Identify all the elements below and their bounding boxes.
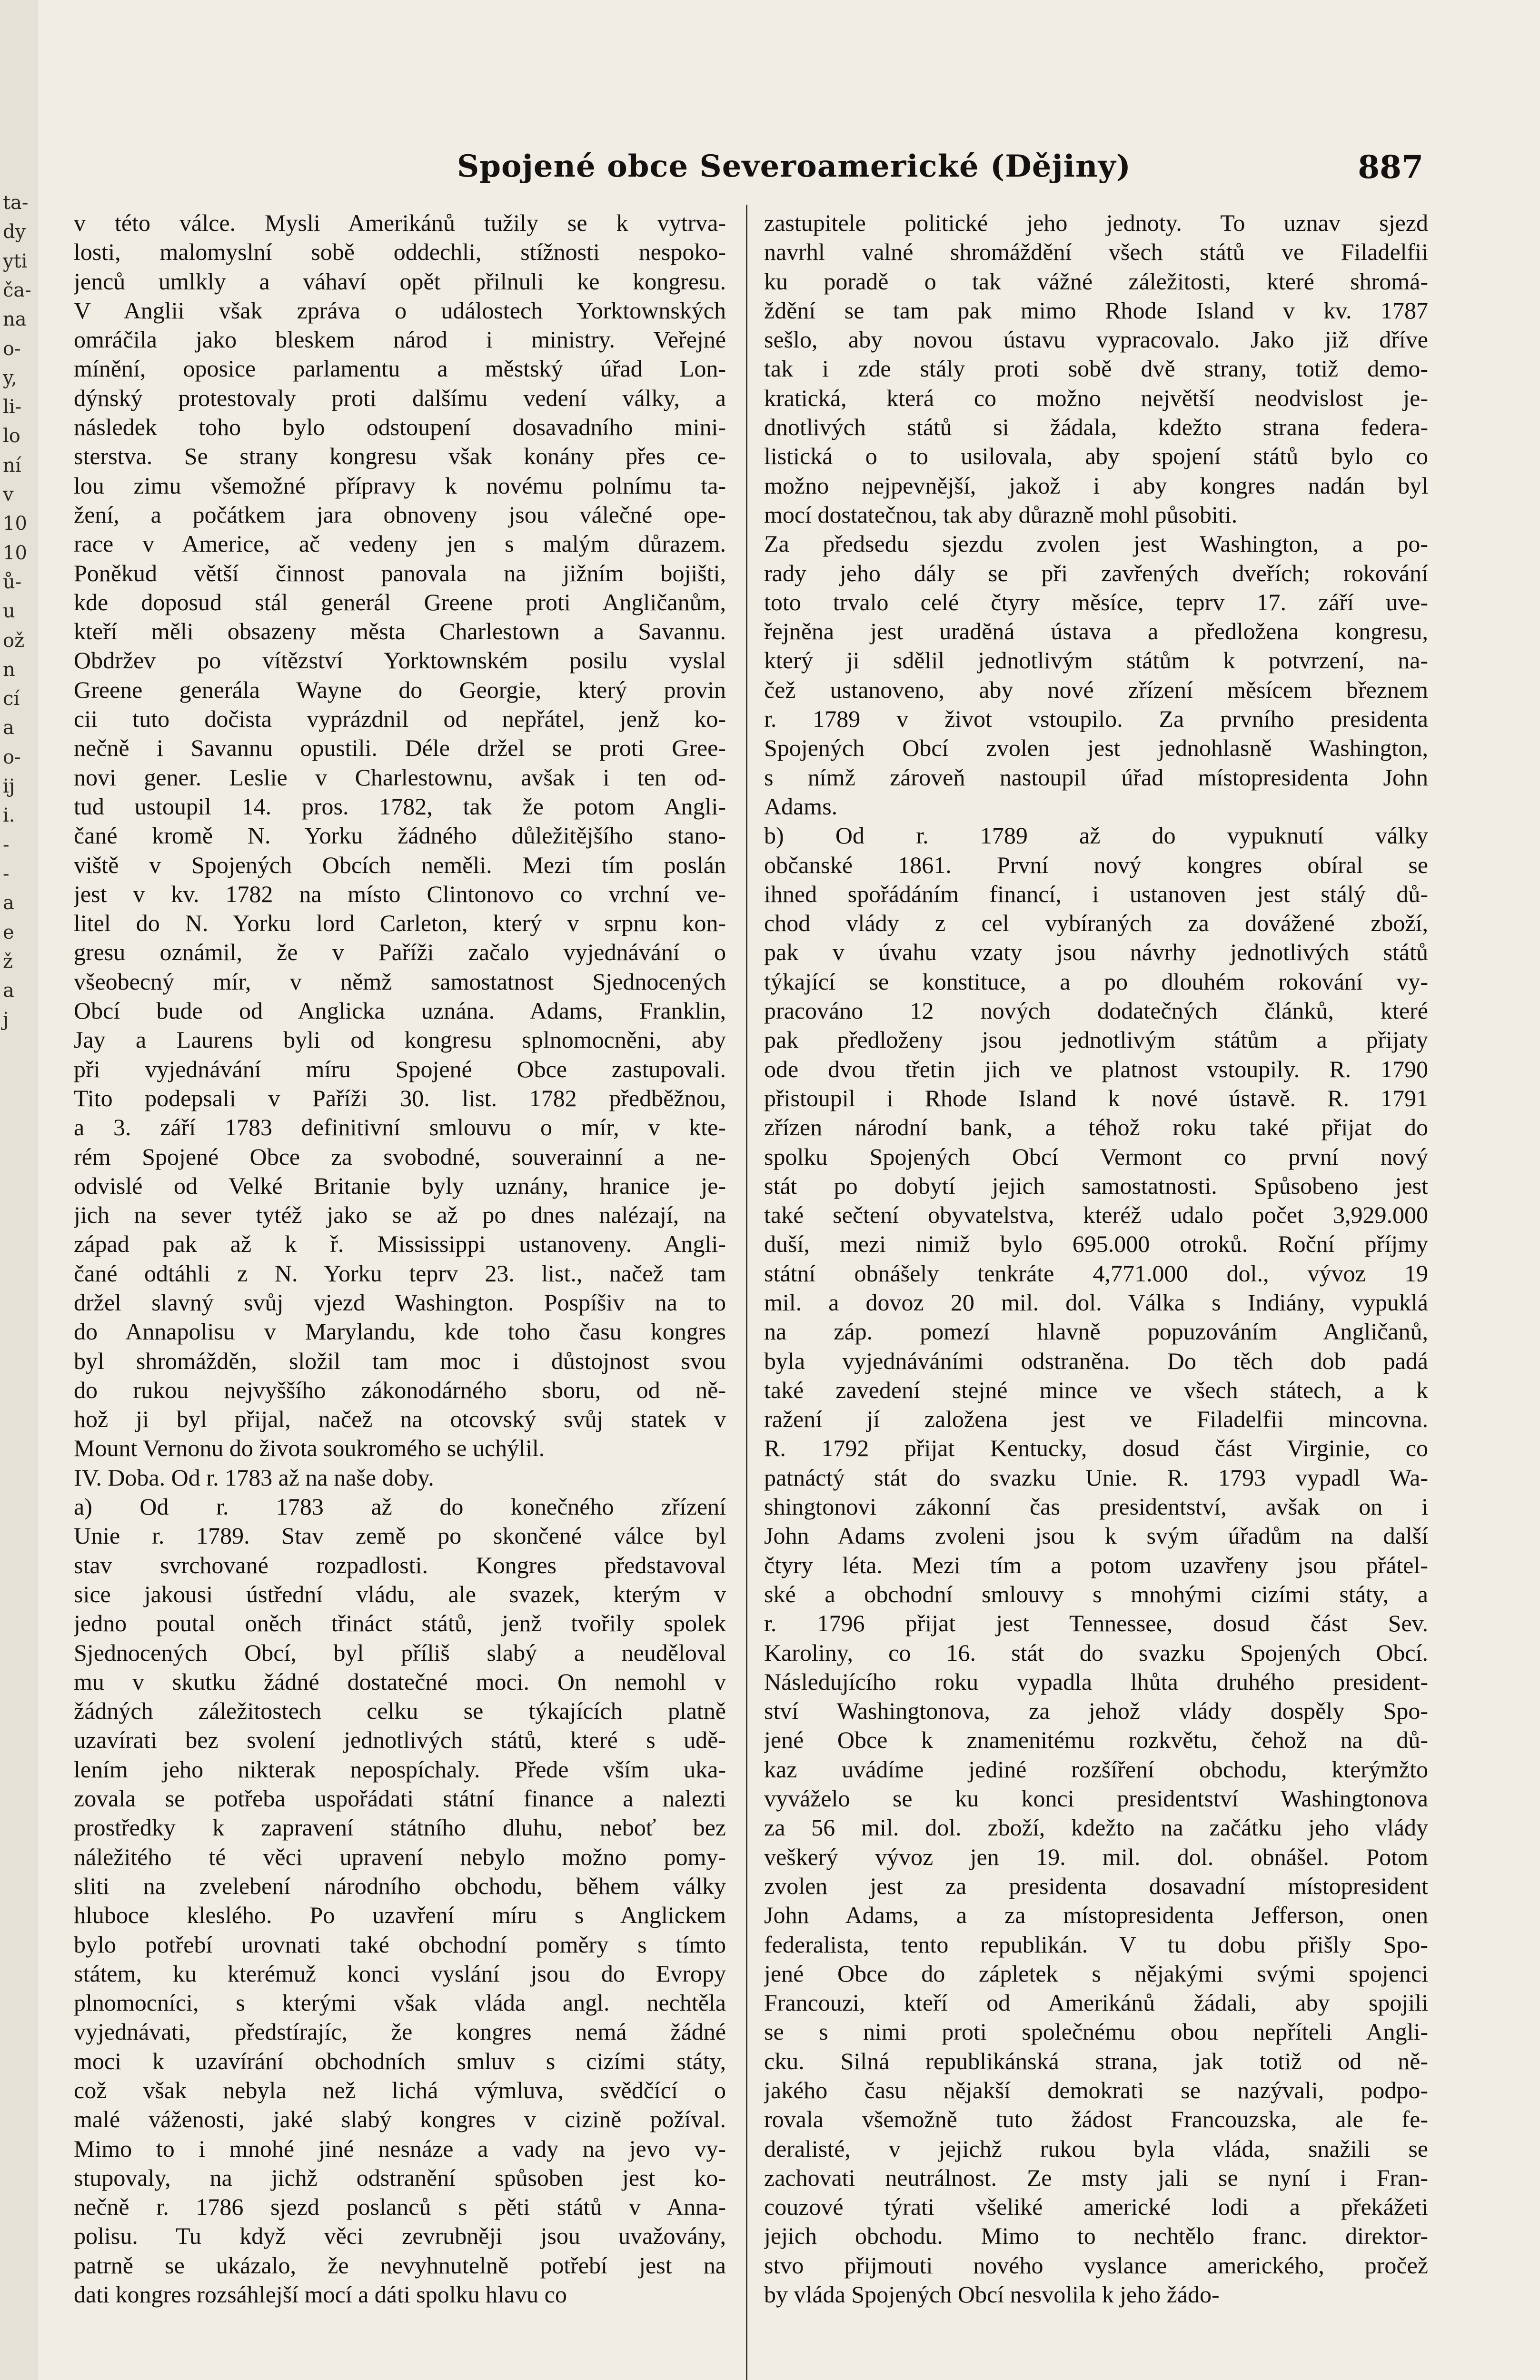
margin-fragment: o- xyxy=(3,746,21,768)
left-column-line: hož ji byl přijal, načež na otcovský svůj statek v xyxy=(74,1406,726,1433)
left-column-line: jenců umlkly a váhaví opět přilnuli ke kongresu. xyxy=(74,268,726,295)
left-column-line: a 3. září 1783 definitivní smlouvu o mír, v kte- xyxy=(74,1114,726,1141)
margin-fragment: y, xyxy=(3,367,17,389)
right-column-line: R. 1792 přijat Kentucky, dosud část Virginie, co xyxy=(764,1435,1428,1462)
right-column-line: zastupitele politické jeho jednoty. To uznav sjezd xyxy=(764,209,1428,236)
right-column-line: ské a obchodní smlouvy s mnohými cizími státy, a xyxy=(764,1580,1428,1607)
margin-fragment: ča- xyxy=(3,279,31,301)
left-column-line: Obdržev po vítězství Yorktownském posilu vyslal xyxy=(74,647,726,674)
margin-fragment: - xyxy=(3,833,10,856)
right-column-line: za 56 mil. dol. zboží, kdežto na začátku jeho vlády xyxy=(764,1814,1428,1841)
margin-fragment: - xyxy=(3,863,10,885)
left-column-line: žení, a počátkem jara obnoveny jsou válečné ope- xyxy=(74,501,726,528)
right-column-line: shingtonovi zákonní čas presidentství, avšak on i xyxy=(764,1493,1428,1520)
right-column-line: chod vlády z cel vybíraných za dovážené zboží, xyxy=(764,910,1428,937)
left-column-line: jich na sever tytéž jako se až po dnes nalézají, na xyxy=(74,1201,726,1229)
right-column-line: se s nimi proti společnému obou nepříteli Angli- xyxy=(764,2018,1428,2045)
left-column-line: V Anglii však zpráva o událostech Yorktownských xyxy=(74,297,726,324)
margin-fragment: a xyxy=(3,980,14,1002)
left-column-line: čané odtáhli z N. Yorku teprv 23. list., načež tam xyxy=(74,1259,726,1287)
right-column-line: také zavedení stejné mince ve všech státech, a k xyxy=(764,1376,1428,1403)
margin-fragment: 10 xyxy=(3,513,27,535)
right-column xyxy=(764,208,1428,2380)
left-column-line: Tito podepsali v Paříži 30. list. 1782 předběžnou, xyxy=(74,1084,726,1111)
left-column-line: moci k uzavírání obchodních smluv s cizími státy, xyxy=(74,2047,726,2074)
left-column-line: zovala se potřeba uspořádati státní finance a nalezti xyxy=(74,1785,726,1812)
left-column-line: což však nebyla než lichá výmluva, svědčící o xyxy=(74,2077,726,2103)
margin-fragment: cí xyxy=(3,688,20,710)
left-column-line: byl shromážděn, složil tam moc i důstojnost svou xyxy=(74,1347,726,1374)
margin-fragment: ij xyxy=(3,775,15,797)
left-column-line: gresu oznámil, že v Paříži začalo vyjednávání o xyxy=(74,939,726,966)
left-column-line: Mount Vernonu do života soukromého se uchýlil. xyxy=(74,1435,545,1462)
margin-fragment: i. xyxy=(3,804,15,827)
left-column-line: sterstva. Se strany kongresu však konány přes ce- xyxy=(74,443,726,470)
right-column-line: jakého času nějakší demokrati se nazývali, podpo- xyxy=(764,2077,1428,2103)
right-column-line: sešlo, aby novou ústavu vypracovalo. Jako již dříve xyxy=(764,326,1428,353)
right-column-line: veškerý vývoz jen 19. mil. dol. obnášel. Potom xyxy=(764,1843,1428,1870)
right-column-line: deralisté, v jejichž rukou byla vláda, snažili se xyxy=(764,2135,1428,2162)
left-column-line: a) Od r. 1783 až do konečného zřízení xyxy=(74,1493,726,1520)
margin-fragment: lo xyxy=(3,425,20,447)
left-column-line: dati kongres rozsáhlejší mocí a dáti spolku hlavu co xyxy=(74,2281,567,2308)
left-column-line: náležitého té věci upravení nebylo možno pomy- xyxy=(74,1843,726,1870)
right-column-line: ražení jí založena jest ve Filadelfii mincovna. xyxy=(764,1406,1428,1433)
left-column-line: držel slavný svůj vjezd Washington. Pospíšiv na to xyxy=(74,1289,726,1316)
margin-fragment: ž xyxy=(3,950,13,972)
left-column-line: do Annapolisu v Marylandu, kde toho času kongres xyxy=(74,1318,726,1345)
margin-fragment: a xyxy=(3,717,14,739)
margin-fragment: ta- xyxy=(3,192,29,214)
right-column-line: ihned spořádáním financí, i ustanoven jest stálý dů- xyxy=(764,880,1428,907)
margin-fragment: li- xyxy=(3,396,22,418)
left-column-line: nečně r. 1786 sjezd poslanců s pěti států v Anna- xyxy=(74,2193,726,2221)
margin-fragment: j xyxy=(3,1009,9,1031)
right-column-line: dnotlivých států si žádala, kdežto strana federa- xyxy=(764,414,1428,441)
left-column-line: následek toho bylo odstoupení dosavadního mini- xyxy=(74,414,726,441)
left-column-line: stav svrchované rozpadlosti. Kongres představoval xyxy=(74,1551,726,1578)
right-column-line: Adams. xyxy=(764,793,838,820)
right-column-line: jené Obce k znamenitému rozkvětu, čehož na dů- xyxy=(764,1726,1428,1754)
margin-fragment: o- xyxy=(3,337,21,360)
left-column-line: tud ustoupil 14. pros. 1782, tak že potom Angli- xyxy=(74,793,726,820)
right-column-line: mocí dostatečnou, tak aby důrazně mohl působiti. xyxy=(764,501,1238,528)
right-column-line: spolku Spojených Obcí Vermont co první nový xyxy=(764,1143,1428,1170)
left-column-line: Sjednocených Obcí, byl příliš slabý a neuděloval xyxy=(74,1639,726,1666)
right-column-line: kratická, která co možno největší neodvislost je- xyxy=(764,384,1428,411)
previous-page-edge xyxy=(0,0,38,2380)
right-column-line: b) Od r. 1789 až do vypuknutí války xyxy=(764,822,1428,849)
left-column-line: bylo potřebí urovnati také obchodní poměry s tímto xyxy=(74,1931,726,1958)
left-column-line: mínění, oposice parlamentu a městský úřad Lon- xyxy=(74,355,726,382)
left-column-line: žádných záležitostech celku se týkajících platně xyxy=(74,1697,726,1725)
column-divider xyxy=(746,205,747,2380)
left-column-line: patrně se ukázalo, že nevyhnutelně potřebí jest na xyxy=(74,2251,726,2279)
left-column-line: cii tuto dočista vyprázdnil od nepřátel, jenž ko- xyxy=(74,705,726,733)
right-column-line: by vláda Spojených Obcí nesvolila k jeho žádo- xyxy=(764,2281,1220,2308)
right-column-line: přistoupil i Rhode Island k nové ústavě. R. 1791 xyxy=(764,1084,1428,1111)
left-column-line: do rukou nejvyššího zákonodárného sboru, od ně- xyxy=(74,1376,726,1403)
right-column-line: ství Washingtonova, za jehož vlády dospěly Spo- xyxy=(764,1697,1428,1725)
left-column-line: Mimo to i mnohé jiné nesnáze a vady na jevo vy- xyxy=(74,2135,726,2162)
left-column-line: sice jakousi ústřední vládu, ale svazek, kterým v xyxy=(74,1580,726,1607)
margin-fragment: u xyxy=(3,600,15,623)
right-column-line: toto trvalo celé čtyry měsíce, teprv 17. září uve- xyxy=(764,588,1428,615)
left-column-line: v této válce. Mysli Amerikánů tužily se k vytrva- xyxy=(74,209,726,236)
right-column-line: jejich obchodu. Mimo to nechtělo franc. direktor- xyxy=(764,2222,1428,2250)
left-column-line: IV. Doba. Od r. 1783 až na naše doby. xyxy=(74,1464,434,1491)
left-column-line: lením jeho nikterak nepospíchaly. Přede vším uka- xyxy=(74,1755,726,1783)
right-column-line: jené Obce do zápletek s nějakými svými spojenci xyxy=(764,1960,1428,1987)
right-column-line: týkající se konstituce, a po dlouhém rokování vy- xyxy=(764,968,1428,995)
left-column-line: prostředky k zapravení státního dluhu, neboť bez xyxy=(74,1814,726,1841)
right-column-line: Francouzi, kteří od Amerikánů žádali, aby spojili xyxy=(764,1989,1428,2016)
left-column-line: nečně i Savannu opustili. Déle držel se proti Gree- xyxy=(74,734,726,762)
right-column-line: rady jeho dály se při zavřených dveřích; rokování xyxy=(764,559,1428,586)
left-column-line: malé váženosti, jaké slabý kongres v cizině požíval. xyxy=(74,2106,726,2133)
margin-fragment: n xyxy=(3,658,15,681)
running-title: Spojené obce Severoamerické (Dějiny) xyxy=(457,149,1131,184)
left-column xyxy=(74,208,726,2380)
left-column-line: stupovaly, na jichž odstranění spůsoben jest ko- xyxy=(74,2164,726,2191)
right-column-line: vyváželo se ku konci presidentství Washingtonova xyxy=(764,1785,1428,1812)
left-column-line: polisu. Tu když věci zevrubněji jsou uvažovány, xyxy=(74,2222,726,2250)
right-column-line: na záp. pomezí hlavně popuzováním Angličanů, xyxy=(764,1318,1428,1345)
left-column-line: Poněkud větší činnost panovala na jižním bojišti, xyxy=(74,559,726,586)
left-column-line: uzavírati bez svolení jednotlivých států, které s udě- xyxy=(74,1726,726,1754)
right-column-line: Za předsedu sjezdu zvolen jest Washington, a po- xyxy=(764,530,1428,557)
right-column-line: ode dvou třetin jich ve platnost vstoupily. R. 1790 xyxy=(764,1055,1428,1082)
right-column-line: patnáctý stát do svazku Unie. R. 1793 vypadl Wa- xyxy=(764,1464,1428,1491)
right-column-line: stvo přijmouti nového vyslance amerického, pročež xyxy=(764,2251,1428,2279)
left-column-line: jedno poutal oněch třináct států, jenž tvořily spolek xyxy=(74,1610,726,1637)
margin-fragment: a xyxy=(3,892,14,914)
left-column-line: státem, ku kterémuž konci vyslání jsou do Evropy xyxy=(74,1960,726,1987)
left-column-line: odvislé od Velké Britanie byly uznány, hranice je- xyxy=(74,1172,726,1199)
left-column-line: lou zimu všemožné přípravy k novému polnímu ta- xyxy=(74,472,726,499)
left-column-line: Unie r. 1789. Stav země po skončené válce byl xyxy=(74,1522,726,1549)
right-column-line: tak i zde stály proti sobě dvě strany, totiž demo- xyxy=(764,355,1428,382)
left-column-line: jest v kv. 1782 na místo Clintonovo co vrchní ve- xyxy=(74,880,726,907)
right-column-line: John Adams, a za místopresidenta Jefferson, onen xyxy=(764,1902,1428,1929)
right-column-line: také sečtení obyvatelstva, kteréž udalo počet 3,929.000 xyxy=(764,1201,1428,1229)
page-header xyxy=(419,149,1423,191)
left-column-line: novi gener. Leslie v Charlestownu, avšak i ten od- xyxy=(74,764,726,791)
right-column-line: občanské 1861. První nový kongres obíral se xyxy=(764,851,1428,878)
left-column-line: vyjednávati, předstírajíc, že kongres nemá žádné xyxy=(74,2018,726,2045)
right-column-line: zřízen národní bank, a téhož roku také přijat do xyxy=(764,1114,1428,1141)
left-column-line: všeobecný mír, v němž samostatnost Sjednocených xyxy=(74,968,726,995)
left-column-line: Jay a Laurens byli od kongresu splnomocněni, aby xyxy=(74,1026,726,1053)
left-column-line: plnomocníci, s kterými však vláda angl. nechtěla xyxy=(74,1989,726,2016)
right-column-line: navrhl valné shromáždění všech států ve Filadelfii xyxy=(764,238,1428,266)
right-column-line: Následujícího roku vypadla lhůta druhého president- xyxy=(764,1668,1428,1695)
right-column-line: pak v úvahu vzaty jsou návrhy jednotlivých států xyxy=(764,939,1428,966)
left-column-line: sliti na zvelebení národního obchodu, během války xyxy=(74,1872,726,1899)
left-column-line: losti, malomyslní sobě oddechli, stížnosti nespoko- xyxy=(74,238,726,266)
right-column-line: Karoliny, co 16. stát do svazku Spojených Obcí. xyxy=(764,1639,1428,1666)
right-column-line: zachovati neutrálnost. Ze msty jali se nyní i Fran- xyxy=(764,2164,1428,2191)
right-column-line: který ji sdělil jednotlivým státům k potvrzení, na- xyxy=(764,647,1428,674)
left-column-line: litel do N. Yorku lord Carleton, který v srpnu kon- xyxy=(74,910,726,937)
left-column-line: kde doposud stál generál Greene proti Angličanům, xyxy=(74,588,726,615)
page-number: 887 xyxy=(1358,149,1423,186)
left-column-line: Obcí bude od Anglicka uznána. Adams, Franklin, xyxy=(74,997,726,1024)
margin-fragment: 10 xyxy=(3,542,27,564)
left-column-line: kteří měli obsazeny města Charlestown a Savannu. xyxy=(74,618,726,645)
right-column-line: couzové týrati všeliké americké lodi a překážeti xyxy=(764,2193,1428,2221)
left-column-line: Greene generála Wayne do Georgie, který provin xyxy=(74,676,726,703)
left-column-line: západ pak až k ř. Mississippi ustanoveny. Angli- xyxy=(74,1230,726,1258)
right-column-line: řejněna jest uradĕná ústava a předložena kongresu, xyxy=(764,618,1428,645)
left-column-line: omráčila jako bleskem národ i ministry. Veřejné xyxy=(74,326,726,353)
right-column-line: mil. a dovoz 20 mil. dol. Válka s Indiány, vypuklá xyxy=(764,1289,1428,1316)
left-column-line: dýnský protestovaly proti dalšímu vedení války, a xyxy=(74,384,726,411)
right-column-line: čež ustanoveno, aby nové zřízení měsícem březnem xyxy=(764,676,1428,703)
right-column-line: možno nejpevnější, jakož i aby kongres nadán byl xyxy=(764,472,1428,499)
right-column-line: pracováno 12 nových dodatečných článků, které xyxy=(764,997,1428,1024)
right-column-line: byla vyjednáváními odstraněna. Do těch dob padá xyxy=(764,1347,1428,1374)
right-column-line: státní obnášely tenkráte 4,771.000 dol., vývoz 19 xyxy=(764,1259,1428,1287)
right-column-line: zvolen jest za presidenta dosavadní místopresident xyxy=(764,1872,1428,1899)
margin-fragment: ož xyxy=(3,629,25,652)
right-column-line: rovala všemožně tuto žádost Francouzska, ale fe- xyxy=(764,2106,1428,2133)
margin-fragment: dy xyxy=(3,221,26,243)
right-column-line: kaz uvádíme jediné rozšíření obchodu, kterýmžto xyxy=(764,1755,1428,1783)
margin-fragment: yti xyxy=(3,250,28,272)
left-column-line: čané kromě N. Yorku žádného důležitějšího stano- xyxy=(74,822,726,849)
right-column-line: listická o to usilovala, aby spojení států bylo co xyxy=(764,443,1428,470)
left-column-line: rém Spojené Obce za svobodné, souverainní a ne- xyxy=(74,1143,726,1170)
left-column-line: race v Americe, ač vedeny jen s malým důrazem. xyxy=(74,530,726,557)
margin-fragment: ů- xyxy=(3,571,22,593)
margin-fragment: e xyxy=(3,921,14,943)
left-column-line: viště v Spojených Obcích neměli. Mezi tím poslán xyxy=(74,851,726,878)
margin-fragment: v xyxy=(3,484,14,506)
right-column-line: pak předloženy jsou jednotlivým státům a přijaty xyxy=(764,1026,1428,1053)
left-column-line: při vyjednávání míru Spojené Obce zastupovali. xyxy=(74,1055,726,1082)
right-column-line: John Adams zvoleni jsou k svým úřadům na další xyxy=(764,1522,1428,1549)
margin-fragment: ní xyxy=(3,454,21,476)
right-column-line: ku poradě o tak vážné záležitosti, které shromá- xyxy=(764,268,1428,295)
left-column-line: hluboce klesléhо. Po uzavření míru s Anglickem xyxy=(74,1902,726,1929)
right-column-line: federalista, tento republikán. V tu dobu přišly Spo- xyxy=(764,1931,1428,1958)
margin-fragment: na xyxy=(3,308,27,331)
right-column-line: cku. Silná republikánská strana, jak totiž od ně- xyxy=(764,2047,1428,2074)
right-column-line: r. 1796 přijat jest Tennessee, dosud část Sev. xyxy=(764,1610,1428,1637)
right-column-line: čtyry léta. Mezi tím a potom uzavřeny jsou přátel- xyxy=(764,1551,1428,1578)
right-column-line: ždění se tam pak mimo Rhode Island v kv. 1787 xyxy=(764,297,1428,324)
left-column-line: mu v skutku žádné dostatečné moci. On nemohl v xyxy=(74,1668,726,1695)
right-column-line: Spojených Obcí zvolen jest jednohlasně Washington, xyxy=(764,734,1428,762)
right-column-line: duší, mezi nimiž bylo 695.000 otroků. Roční příjmy xyxy=(764,1230,1428,1258)
right-column-line: s nímž zároveň nastoupil úřad místopresidenta John xyxy=(764,764,1428,791)
right-column-line: stát po dobytí jejich samostatnosti. Spůsobeno jest xyxy=(764,1172,1428,1199)
right-column-line: r. 1789 v život vstoupilo. Za prvního presidenta xyxy=(764,705,1428,733)
